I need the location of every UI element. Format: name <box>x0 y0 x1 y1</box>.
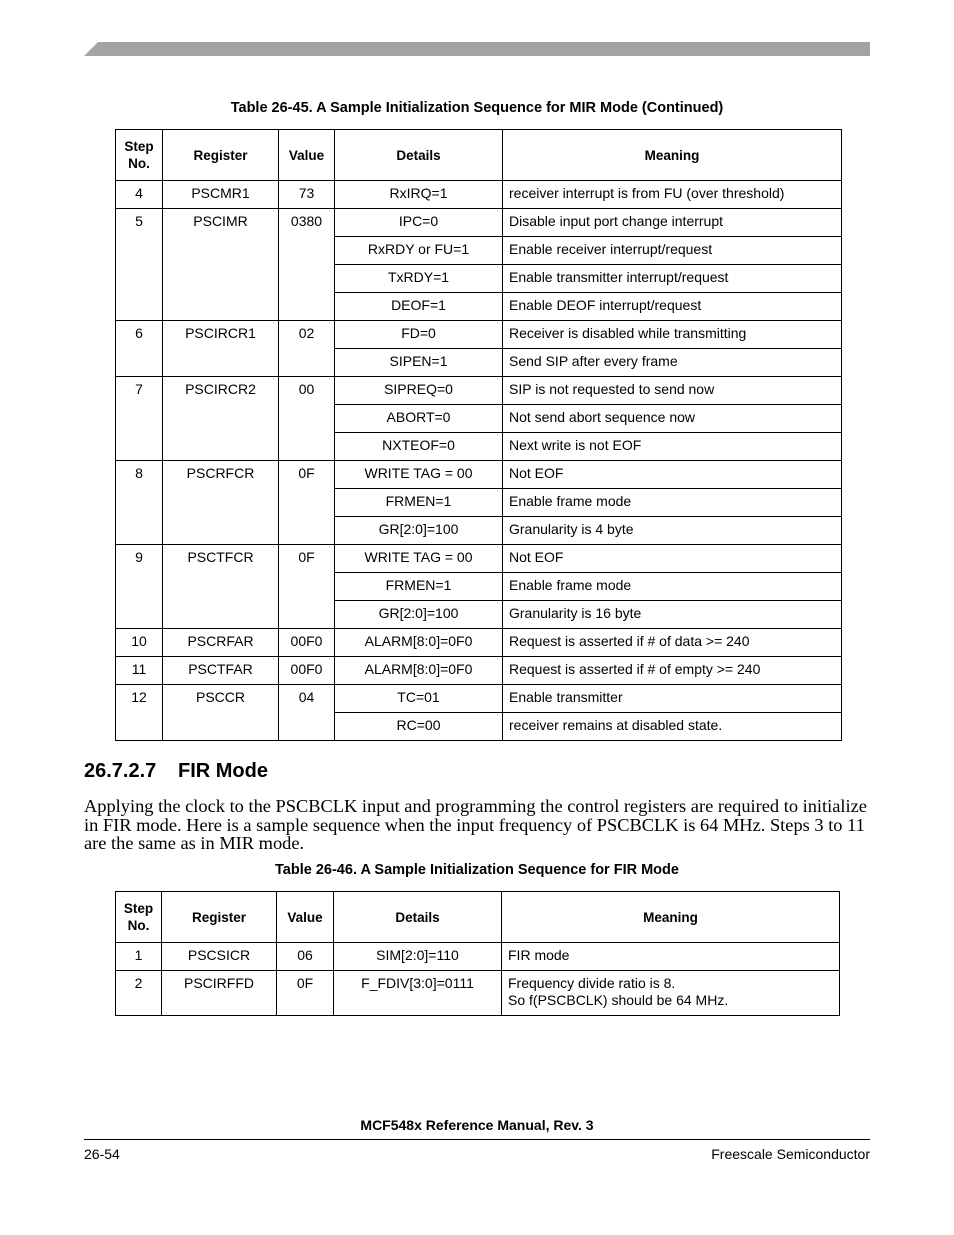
register-cell: PSCCR <box>163 685 279 741</box>
meaning-line: FIR mode <box>508 947 570 963</box>
details-cell: NXTEOF=0 <box>335 433 503 461</box>
details-cell: TC=01 <box>335 685 503 713</box>
value-cell: 00F0 <box>279 629 335 657</box>
details-cell: ABORT=0 <box>335 405 503 433</box>
register-cell: PSCSICR <box>162 943 277 971</box>
table-row <box>116 545 842 573</box>
meaning-cell: Not EOF <box>503 461 842 489</box>
meaning-cell: receiver remains at disabled state. <box>503 713 842 741</box>
details-cell: IPC=0 <box>335 209 503 237</box>
table-body <box>116 181 842 741</box>
footer-title: MCF548x Reference Manual, Rev. 3 <box>360 1117 594 1133</box>
register-cell: PSCRFAR <box>163 629 279 657</box>
register-cell: PSCTFAR <box>163 657 279 685</box>
value-cell: 0F <box>279 461 335 545</box>
details-cell: RxIRQ=1 <box>335 181 503 209</box>
meaning-cell: Enable DEOF interrupt/request <box>503 293 842 321</box>
step-cell: 2 <box>116 971 162 1016</box>
details-cell: RC=00 <box>335 713 503 741</box>
step-cell: 7 <box>116 377 163 461</box>
meaning-cell: Not send abort sequence now <box>503 405 842 433</box>
meaning-cell <box>502 971 840 1016</box>
details-cell: ALARM[8:0]=0F0 <box>335 629 503 657</box>
section-number: 26.7.2.7 <box>84 760 157 782</box>
step-cell: 5 <box>116 209 163 321</box>
table-row <box>116 971 840 1016</box>
step-cell: 11 <box>116 657 163 685</box>
header-value: Value <box>277 892 334 943</box>
header-meaning: Meaning <box>503 130 842 181</box>
register-cell: PSCIMR <box>163 209 279 321</box>
footer-rule <box>84 1139 870 1140</box>
register-cell: PSCIRFFD <box>162 971 277 1016</box>
value-cell: 0F <box>277 971 334 1016</box>
step-cell: 6 <box>116 321 163 377</box>
meaning-line: So f(PSCBCLK) should be 64 MHz. <box>508 992 729 1008</box>
header-step: Step No. <box>116 892 162 943</box>
meaning-cell: Receiver is disabled while transmitting <box>503 321 842 349</box>
meaning-line: Frequency divide ratio is 8. <box>508 975 676 991</box>
header-step: Step No. <box>116 130 163 181</box>
meaning-cell: Granularity is 4 byte <box>503 517 842 545</box>
details-cell: FRMEN=1 <box>335 573 503 601</box>
details-cell: TxRDY=1 <box>335 265 503 293</box>
meaning-cell: Not EOF <box>503 545 842 573</box>
meaning-cell: Disable input port change interrupt <box>503 209 842 237</box>
register-cell: PSCMR1 <box>163 181 279 209</box>
header-register: Register <box>163 130 279 181</box>
details-cell: WRITE TAG = 00 <box>335 545 503 573</box>
value-cell: 06 <box>277 943 334 971</box>
value-cell: 00F0 <box>279 657 335 685</box>
header-meaning: Meaning <box>502 892 840 943</box>
table-row <box>116 685 842 713</box>
meaning-cell: receiver interrupt is from FU (over threshold) <box>503 181 842 209</box>
header-details: Details <box>335 130 503 181</box>
body-paragraph: Applying the clock to the PSCBCLK input and programming the control registers are required to initialize in FIR mode. Here is a sample sequence when the input frequency of PSCBCLK is 64 MHz. Steps 3 to 11 are the same as in MIR mode. <box>84 796 867 853</box>
details-cell: WRITE TAG = 00 <box>335 461 503 489</box>
details-cell: SIPEN=1 <box>335 349 503 377</box>
details-cell: GR[2:0]=100 <box>335 601 503 629</box>
meaning-cell: Enable transmitter interrupt/request <box>503 265 842 293</box>
details-cell: SIPREQ=0 <box>335 377 503 405</box>
value-cell: 02 <box>279 321 335 377</box>
details-cell: FD=0 <box>335 321 503 349</box>
table-body <box>116 943 840 1016</box>
section-heading <box>84 760 268 783</box>
meaning-cell: Enable frame mode <box>503 573 842 601</box>
meaning-cell: Request is asserted if # of data >= 240 <box>503 629 842 657</box>
header-register: Register <box>162 892 277 943</box>
header-bar <box>84 42 870 56</box>
step-cell: 9 <box>116 545 163 629</box>
register-cell: PSCIRCR1 <box>163 321 279 377</box>
meaning-cell: SIP is not requested to send now <box>503 377 842 405</box>
meaning-cell: Enable transmitter <box>503 685 842 713</box>
table-row <box>116 377 842 405</box>
meaning-cell: Request is asserted if # of empty >= 240 <box>503 657 842 685</box>
step-cell: 10 <box>116 629 163 657</box>
mir-init-table <box>115 129 842 741</box>
value-cell: 04 <box>279 685 335 741</box>
fir-init-table <box>115 891 840 1016</box>
table-header-row <box>116 130 842 181</box>
value-cell: 00 <box>279 377 335 461</box>
table-row <box>116 181 842 209</box>
step-cell: 4 <box>116 181 163 209</box>
details-cell: ALARM[8:0]=0F0 <box>335 657 503 685</box>
details-cell: DEOF=1 <box>335 293 503 321</box>
meaning-cell: Send SIP after every frame <box>503 349 842 377</box>
value-cell: 0380 <box>279 209 335 321</box>
table-row <box>116 209 842 237</box>
table-caption: Table 26-45. A Sample Initialization Sequence for MIR Mode (Continued) <box>230 100 724 116</box>
table-caption: Table 26-46. A Sample Initialization Sequence for FIR Mode <box>275 862 679 878</box>
step-cell: 12 <box>116 685 163 741</box>
register-cell: PSCTFCR <box>163 545 279 629</box>
table-row <box>116 321 842 349</box>
details-cell: RxRDY or FU=1 <box>335 237 503 265</box>
meaning-cell: Enable receiver interrupt/request <box>503 237 842 265</box>
page-number: 26-54 <box>84 1146 120 1162</box>
meaning-cell: Next write is not EOF <box>503 433 842 461</box>
step-cell: 1 <box>116 943 162 971</box>
register-cell: PSCRFCR <box>163 461 279 545</box>
value-cell: 0F <box>279 545 335 629</box>
table-header-row <box>116 892 840 943</box>
register-cell: PSCIRCR2 <box>163 377 279 461</box>
header-details: Details <box>334 892 502 943</box>
value-cell: 73 <box>279 181 335 209</box>
table-row <box>116 943 840 971</box>
details-cell: GR[2:0]=100 <box>335 517 503 545</box>
table-row <box>116 629 842 657</box>
header-value: Value <box>279 130 335 181</box>
details-cell: FRMEN=1 <box>335 489 503 517</box>
step-cell: 8 <box>116 461 163 545</box>
table-row <box>116 657 842 685</box>
meaning-cell: Enable frame mode <box>503 489 842 517</box>
details-cell: F_FDIV[3:0]=0111 <box>334 971 502 1016</box>
section-title: FIR Mode <box>178 760 268 782</box>
meaning-cell: Granularity is 16 byte <box>503 601 842 629</box>
table-row <box>116 461 842 489</box>
meaning-cell <box>502 943 840 971</box>
details-cell: SIM[2:0]=110 <box>334 943 502 971</box>
company-name: Freescale Semiconductor <box>711 1146 870 1162</box>
